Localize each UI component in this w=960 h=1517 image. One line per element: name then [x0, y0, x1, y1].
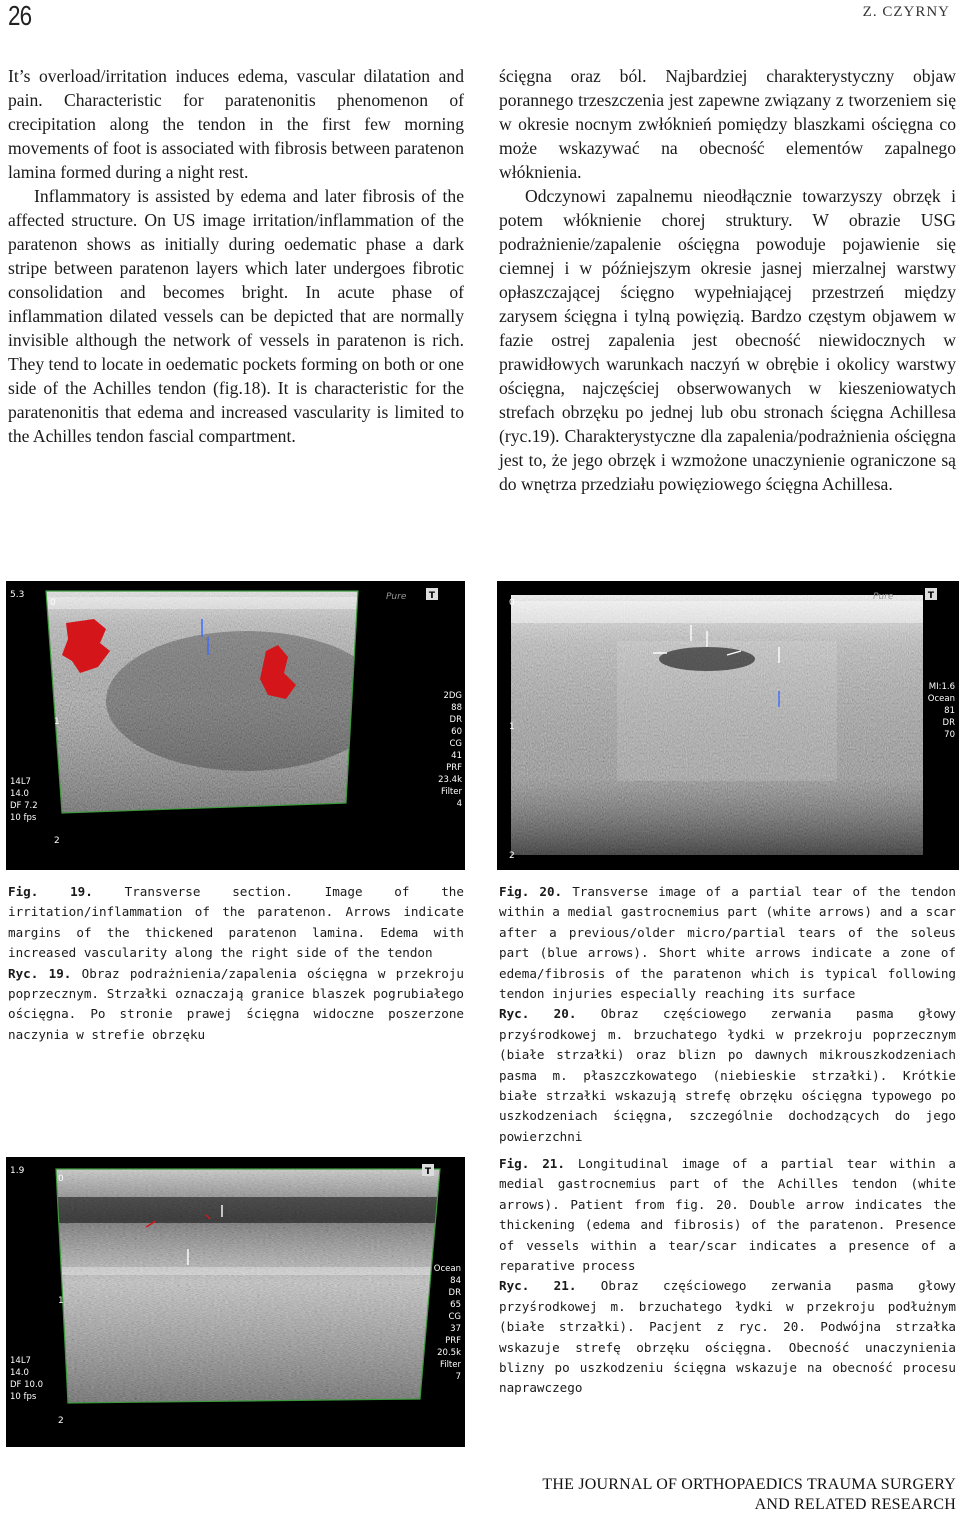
ryc-20-label: Ryc. 20. [499, 1006, 577, 1022]
figure-20-caption-pl-text: Obraz częściowego zerwania pasma głowy przyśrodkowej m. brzuchatego łydki w przekroju poprzecznym (białe strzałki) oraz blizn po dawnych mikrouszkodzeniach pasma m. płaszczkowatego (niebieskie strzałki). Krótkie białe strzałki wskazują strefę obrzęku ościęgna typowego po uszkodzeniach ścięgna, szczególnie dochodzących do jego powierzchni [499, 1006, 956, 1144]
svg-text:CG: CG [448, 1312, 461, 1322]
depth-mark-2: 2 [509, 851, 515, 861]
svg-text:4: 4 [456, 799, 462, 809]
svg-text:84: 84 [450, 1276, 461, 1286]
depth-mark-0: 0 [509, 598, 515, 608]
svg-text:14L7: 14L7 [10, 777, 31, 787]
figure-20-caption-polish [499, 1004, 956, 1147]
svg-text:PRF: PRF [445, 1336, 461, 1346]
svg-text:14.0: 14.0 [10, 789, 29, 799]
svg-text:14L7: 14L7 [10, 1356, 31, 1366]
figure-19-caption [8, 882, 464, 1045]
figure-21-label: Fig. 21. [499, 1156, 565, 1171]
polish-paragraph-1: ścięgna oraz ból. Najbardziej charakterystyczny objaw porannego trzeszczenia jest zapewne związany z tworzeniem się w okresie nocnym zwłóknień pomiędzy blaszkami ościęgna co może wskazywać na obecność elementów zapalnego włóknienia. [499, 66, 956, 182]
svg-text:23.4k: 23.4k [438, 775, 462, 785]
depth-mark-1: 1 [509, 722, 515, 732]
figure-19-caption-en-text: Transverse section. Image of the irritation/inflammation of the paratenon. Arrows indicate margins of the thickened paratenon lamina. Edema with increased vascularity along the right side of the tendon [8, 884, 464, 961]
figure-21-caption-polish [499, 1276, 956, 1398]
svg-text:DR: DR [942, 718, 955, 728]
depth-mark-2: 2 [58, 1416, 64, 1426]
figure-20-label: Fig. 20. [499, 884, 563, 899]
svg-text:81: 81 [944, 706, 955, 716]
figure-21-caption-english [499, 1154, 956, 1276]
figure-19-label: Fig. 19. [8, 884, 93, 899]
figure-20-ultrasound-image [497, 581, 959, 870]
figure-19-caption-polish [8, 964, 464, 1046]
svg-text:20.5k: 20.5k [437, 1348, 461, 1358]
svg-text:10 fps: 10 fps [10, 1392, 37, 1402]
svg-text:41: 41 [451, 751, 462, 761]
svg-text:DF 7.2: DF 7.2 [10, 801, 38, 811]
figure-20-caption [499, 882, 956, 1147]
english-paragraph-1: It’s overload/irritation induces edema, vascular dilatation and pain. Characteristic for paratenonitis phenomenon of crecipitation along the tendon in the first few morning movements of foot is associated with fibrosis between paratenon lamina formed during a night rest. [8, 66, 464, 182]
svg-text:88: 88 [451, 703, 462, 713]
svg-text:Filter: Filter [440, 787, 462, 797]
depth-mark-1: 1 [58, 1296, 64, 1306]
t-marker: T [424, 1167, 432, 1177]
overlay-top-left: 1.9 [10, 1166, 25, 1176]
t-marker: T [428, 591, 436, 601]
svg-text:PRF: PRF [446, 763, 462, 773]
running-head: Z. CZYRNY [862, 4, 950, 20]
ryc-19-label: Ryc. 19. [8, 965, 72, 981]
svg-text:DF 10.0: DF 10.0 [10, 1380, 44, 1390]
svg-text:DR: DR [448, 1288, 461, 1298]
depth-mark-0: 0 [58, 1174, 64, 1184]
svg-text:7: 7 [455, 1372, 461, 1382]
journal-title-line-2: AND RELATED RESEARCH [754, 1496, 956, 1513]
figure-20-caption-en-text: Transverse image of a partial tear of the tendon within a medial gastrocnemius part (white arrows) and a scar after a previous/older micro/partial tears of the soleus part (blue arrows). Short white arrows indicate a zone of edema/fibrosis of the paratenon which is typical following tendon injuries especially reaching its surface [499, 884, 956, 1002]
svg-text:CG: CG [449, 739, 462, 749]
svg-text:2DG: 2DG [443, 691, 462, 701]
polish-text-column [499, 64, 956, 496]
figure-20-caption-english [499, 882, 956, 1004]
english-paragraph-2: Inflammatory is assisted by edema and later fibrosis of the affected structure. On US image irritation/inflammation of the paratenon shows as initially during oedematic phase a dark stripe between paratenon layers which later undergoes fibrotic consolidation and becomes bright. In acute phase of inflammation dilated vessels can be depicted that are normally invisible although the network of vessels in paratenon is rich. They tend to locate in oedematic pockets forming on both or one side of the Achilles tendon (fig.18). It is characteristic for the paratenonitis that edema and increased vascularity is limited to the Achilles tendon fascial compartment. [8, 186, 464, 446]
svg-text:65: 65 [450, 1300, 461, 1310]
scanner-logo: Pure [873, 592, 894, 602]
svg-text:37: 37 [450, 1324, 461, 1334]
svg-text:Ocean: Ocean [433, 1264, 461, 1274]
svg-text:Ocean: Ocean [927, 694, 955, 704]
figure-21-caption [499, 1154, 956, 1399]
journal-title-line-1: THE JOURNAL OF ORTHOPAEDICS TRAUMA SURGERY [542, 1476, 956, 1493]
t-marker: T [927, 591, 935, 601]
svg-text:60: 60 [451, 727, 462, 737]
figure-21-caption-en-text: Longitudinal image of a partial tear within a medial gastrocnemius part of the Achilles tendon (white arrows). Patient from fig. 20. Double arrow indicates the thickening (edema and fibrosis) of the paratenon. Presence of vessels within a tear/scar indicates a presence of a reparative process [499, 1156, 956, 1274]
figure-19-caption-pl-text: Obraz podrażnienia/zapalenia ościęgna w przekroju poprzecznym. Strzałki oznaczają granice blaszek pogrubiałego ościęgna. Po stronie prawej ścięgna widoczne poszerzone naczynia w strefie obrzęku [8, 965, 464, 1042]
ryc-21-label: Ryc. 21. [499, 1278, 577, 1294]
svg-text:70: 70 [944, 730, 955, 740]
svg-text:MI:1.6: MI:1.6 [928, 682, 955, 692]
svg-text:10 fps: 10 fps [10, 813, 37, 823]
depth-mark-1: 1 [54, 717, 60, 727]
depth-mark-0: 0 [50, 598, 56, 608]
journal-footer [542, 1475, 956, 1515]
svg-text:Filter: Filter [439, 1360, 461, 1370]
figure-21-caption-pl-text: Obraz częściowego zerwania pasma głowy przyśrodkowej m. brzuchatego łydki w przekroju podłużnym (białe strzałki). Pacjent z ryc. 20. Podwójna strzałka wskazuje strefę obrzęku ościęgna. Obecność unaczynienia blizny po uszkodzeniu ścięgna wskazuje na obecność procesu naprawczego [499, 1278, 956, 1396]
figure-19-caption-english [8, 882, 464, 964]
figure-21-ultrasound-image [6, 1157, 465, 1447]
page-number: 26 [8, 0, 32, 31]
overlay-top-left: 5.3 [10, 590, 25, 600]
svg-text:14.0: 14.0 [10, 1368, 29, 1378]
polish-paragraph-2: Odczynowi zapalnemu nieodłącznie towarzyszy obrzęk i potem włóknienie chorej struktury. W obrazie USG podrażnienie/zapalenie ościęgna powoduje pojawienie się ciemnej i w późniejszym okresie jasnej mierzalnej warstwy opłaszczającej ścięgno wypełniającej przestrzeń między zarysem ścięgna i tylną powięzią. Bardzo częstym objawem w fazie ostrej zapalenia jest obecność niewidocznych w prawidłowych warunkach naczyń w obrębie i okolicy warstwy ościęgna, najczęściej obserwowanych w kieszeniowatych strefach obrzęku po jednej lub obu stronach ścięgna Achillesa (ryc.19). Charakterystyczne dla zapalenia/podrażnienia ościęgna jest to, że jego obrzęk i wzmożone unaczynienie ograniczone są do wnętrza przedziału powięziowego ścięgna Achillesa. [499, 186, 956, 494]
depth-mark-2: 2 [54, 836, 60, 846]
scanner-logo: Pure [386, 592, 407, 602]
figure-19-ultrasound-image [6, 581, 465, 870]
english-text-column [8, 64, 464, 448]
svg-text:DR: DR [449, 715, 462, 725]
